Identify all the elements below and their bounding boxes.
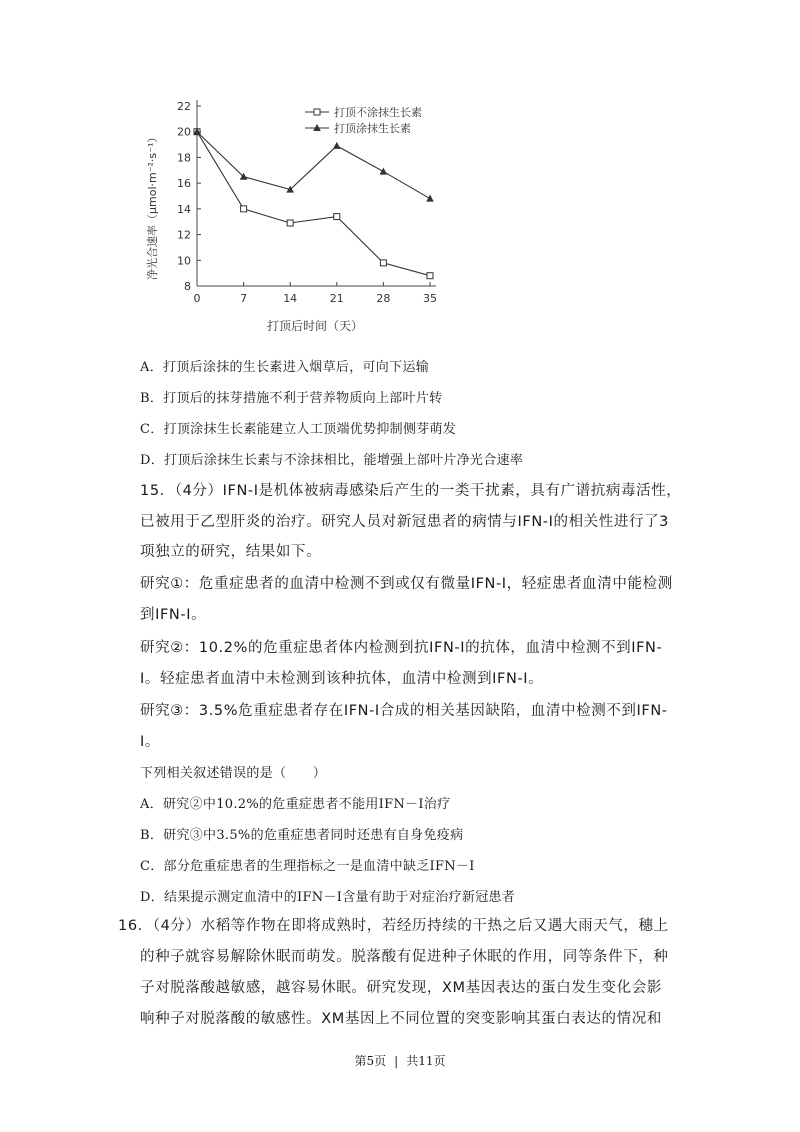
q15-line-1: 15．（4分）IFN-I是机体被病毒感染后产生的一类干扰素，具有广谱抗病毒活性，	[140, 483, 682, 499]
y-tick-label: 12	[177, 228, 191, 242]
q14-option-b: B．打顶后的抹芽措施不利于营养物质向上部叶片转	[140, 391, 443, 406]
legend-marker	[314, 109, 320, 115]
q15-line-6: 研究②：10.2%的危重症患者体内检测到抗IFN-I的抗体，血清中检测不到IFN-	[140, 640, 663, 656]
line-chart	[140, 92, 460, 342]
page-number: 第5页	[354, 1054, 387, 1068]
x-tick-label: 21	[329, 292, 344, 305]
legend-label: 打顶不涂抹生长素	[334, 106, 422, 119]
series-line-1	[197, 132, 430, 276]
y-tick-label: 20	[177, 125, 191, 139]
q14-option-c: C．打顶涂抹生长素能建立人工顶端优势抑制侧芽萌发	[140, 422, 457, 437]
q16-line-1: 16．（4分）水稻等作物在即将成熟时，若经历持续的干热之后又遇大雨天气，穗上	[118, 918, 669, 934]
q15-option-a: A．研究②中10.2%的危重症患者不能用IFN－I治疗	[140, 797, 451, 812]
q15-line-4: 研究①：危重症患者的血清中检测不到或仅有微量IFN-I，轻症患者血清中能检测	[140, 576, 673, 592]
data-point	[333, 142, 341, 149]
y-tick-label: 14	[177, 202, 191, 216]
q15-option-b: B．研究③中3.5%的危重症患者同时还患有自身免疫病	[140, 828, 464, 843]
q14-option-a: A．打顶后涂抹的生长素进入烟草后，可向下运输	[140, 360, 429, 375]
q16-line-4: 响种子对脱落酸的敏感性。XM基因上不同位置的突变影响其蛋白表达的情况和	[140, 1011, 662, 1027]
x-tick-label: 14	[283, 292, 298, 305]
data-point	[334, 214, 340, 220]
data-point	[287, 220, 293, 226]
data-point	[380, 260, 386, 266]
q15-line-5: 到IFN-I。	[140, 607, 207, 623]
q14-option-d: D．打顶后涂抹生长素与不涂抹相比，能增强上部叶片净光合速率	[140, 453, 524, 468]
y-tick-label: 22	[177, 100, 191, 113]
q16-line-3: 子对脱落酸越敏感，越容易休眠。研究发现，XM基因表达的蛋白发生变化会影	[140, 980, 662, 996]
y-tick-label: 18	[177, 151, 191, 165]
x-axis-label: 打顶后时间（天）	[266, 319, 364, 333]
q15-line-2: 已被用于乙型肝炎的治疗。研究人员对新冠患者的病情与IFN-I的相关性进行了3	[140, 514, 669, 530]
y-tick-label: 8	[184, 280, 191, 293]
chart-figure	[140, 92, 460, 342]
data-point	[241, 206, 247, 212]
footer-separator: |	[394, 1054, 399, 1068]
q15-option-c: C．部分危重症患者的生理指标之一是血清中缺乏IFN－I	[140, 859, 475, 874]
q15-line-3: 项独立的研究，结果如下。	[140, 544, 322, 560]
q15-line-9: I。	[140, 734, 160, 750]
q16-line-2: 的种子就容易解除休眠而萌发。脱落酸有促进种子休眠的作用，同等条件下，种	[140, 949, 669, 965]
data-point	[380, 168, 388, 175]
x-tick-label: 7	[240, 292, 248, 305]
total-pages: 共11页	[406, 1054, 446, 1068]
q15-line-7: I。轻症患者血清中未检测到该种抗体，血清中检测到IFN-I。	[140, 671, 544, 687]
x-tick-label: 35	[423, 292, 437, 305]
legend-label: 打顶涂抹生长素	[334, 122, 411, 135]
page-footer	[0, 1052, 800, 1069]
y-tick-label: 16	[177, 177, 191, 191]
q15-line-8: 研究③：3.5%危重症患者存在IFN-I合成的相关基因缺陷，血清中检测不到IFN-	[140, 703, 668, 719]
x-tick-label: 28	[376, 292, 391, 305]
x-tick-label: 0	[193, 292, 201, 305]
data-point	[427, 273, 433, 279]
y-axis-label: 净光合速率（μmol·m⁻²·s⁻¹）	[146, 131, 159, 280]
y-tick-label: 10	[177, 254, 191, 268]
data-point	[426, 195, 434, 202]
q15-stem: 下列相关叙述错误的是（ ）	[140, 766, 327, 781]
q15-option-d: D．结果提示测定血清中的IFN－I含量有助于对症治疗新冠患者	[140, 890, 516, 905]
